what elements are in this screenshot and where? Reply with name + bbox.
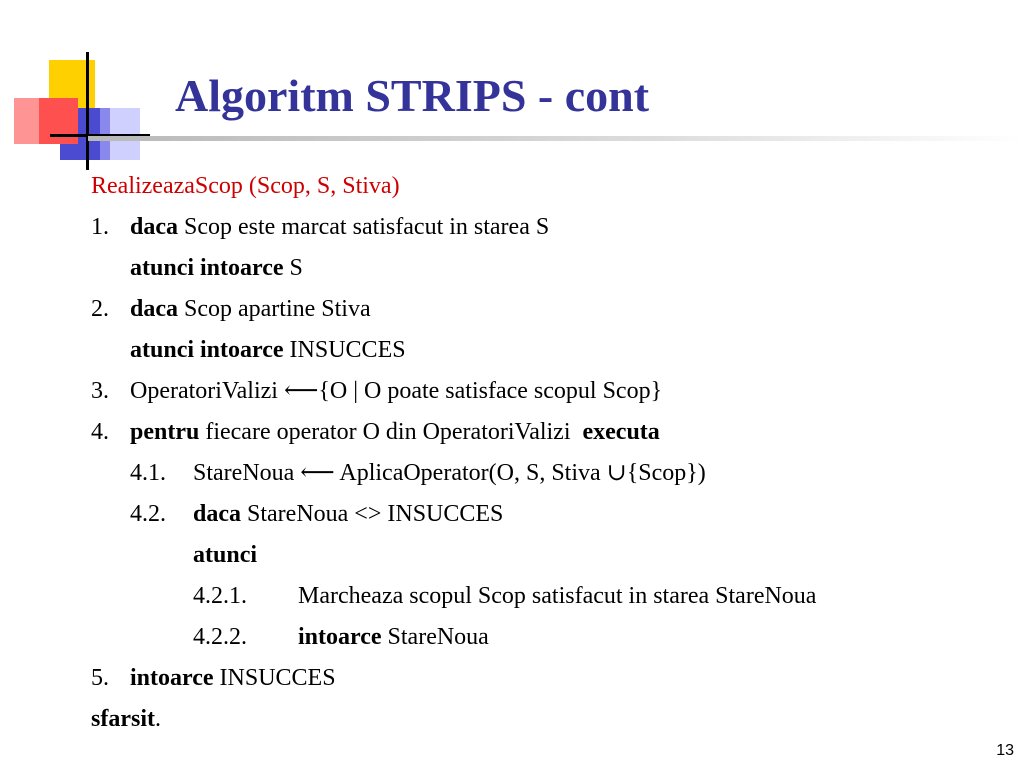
algorithm-line bbox=[91, 699, 1011, 740]
line-number: 4.2. bbox=[130, 501, 166, 527]
algorithm-line bbox=[91, 330, 1011, 371]
heading-text: RealizeazaScop (Scop, S, Stiva) bbox=[91, 173, 400, 199]
keyword: atunci intoarce bbox=[130, 337, 284, 363]
line-segment: S bbox=[283, 255, 303, 281]
procedure-heading bbox=[91, 166, 1011, 207]
decorative-squares bbox=[0, 0, 150, 175]
algorithm-body bbox=[91, 166, 1011, 740]
line-segment: Marcheaza scopul Scop satisfacut in starea StareNoua bbox=[298, 583, 817, 609]
line-number: 4. bbox=[91, 419, 109, 445]
line-segment: StareNoua <> INSUCCES bbox=[241, 501, 504, 527]
algorithm-line bbox=[91, 248, 1011, 289]
line-segment: . bbox=[154, 706, 161, 732]
line-number: 5. bbox=[91, 665, 109, 691]
line-text bbox=[91, 699, 161, 740]
slide-title: Algoritm STRIPS - cont bbox=[175, 70, 650, 121]
keyword: atunci bbox=[193, 542, 258, 568]
line-segment: OperatoriValizi ⟵{O | O poate satisface scopul Scop} bbox=[130, 378, 663, 404]
line-text bbox=[298, 576, 816, 617]
line-segment: INSUCCES bbox=[213, 665, 336, 691]
line-segment: StareNoua bbox=[381, 624, 489, 650]
line-text bbox=[130, 412, 660, 453]
line-text bbox=[298, 617, 489, 658]
line-segment: Scop apartine Stiva bbox=[178, 296, 371, 322]
keyword: daca bbox=[130, 214, 178, 240]
line-text bbox=[130, 658, 336, 699]
keyword: sfarsit bbox=[91, 706, 155, 732]
page-number: 13 bbox=[996, 742, 1014, 759]
line-number: 4.1. bbox=[130, 460, 166, 486]
algorithm-line bbox=[91, 617, 1011, 658]
algorithm-line bbox=[91, 289, 1011, 330]
keyword: intoarce bbox=[298, 624, 382, 650]
keyword: executa bbox=[582, 419, 660, 445]
line-number: 4.2.1. bbox=[193, 583, 247, 609]
line-text bbox=[130, 371, 662, 412]
algorithm-line bbox=[91, 412, 1011, 453]
line-text bbox=[193, 494, 503, 535]
algorithm-line bbox=[91, 453, 1011, 494]
algorithm-line bbox=[91, 371, 1011, 412]
line-number: 1. bbox=[91, 214, 109, 240]
line-text bbox=[193, 535, 257, 576]
algorithm-line bbox=[91, 658, 1011, 699]
line-text bbox=[130, 289, 371, 330]
algorithm-lines bbox=[91, 207, 1011, 740]
keyword: intoarce bbox=[130, 665, 214, 691]
algorithm-line bbox=[91, 494, 1011, 535]
algorithm-line bbox=[91, 207, 1011, 248]
line-text bbox=[193, 453, 706, 494]
red-fade bbox=[14, 98, 39, 144]
line-text bbox=[130, 207, 549, 248]
line-text bbox=[130, 330, 406, 371]
keyword: daca bbox=[130, 296, 178, 322]
line-number: 4.2.2. bbox=[193, 624, 247, 650]
line-segment: INSUCCES bbox=[283, 337, 406, 363]
title-underline bbox=[88, 136, 1024, 141]
line-segment: Scop este marcat satisfacut in starea S bbox=[178, 214, 550, 240]
line-text bbox=[130, 248, 303, 289]
algorithm-line bbox=[91, 576, 1011, 617]
line-number: 2. bbox=[91, 296, 109, 322]
keyword: atunci intoarce bbox=[130, 255, 284, 281]
keyword: daca bbox=[193, 501, 241, 527]
line-segment: StareNoua ⟵ AplicaOperator(O, S, Stiva ∪{Scop}) bbox=[193, 460, 706, 486]
line-segment: fiecare operator O din OperatoriValizi bbox=[199, 419, 583, 445]
keyword: pentru bbox=[130, 419, 200, 445]
line-number: 3. bbox=[91, 378, 109, 404]
algorithm-line bbox=[91, 535, 1011, 576]
vertical-line bbox=[86, 52, 89, 170]
